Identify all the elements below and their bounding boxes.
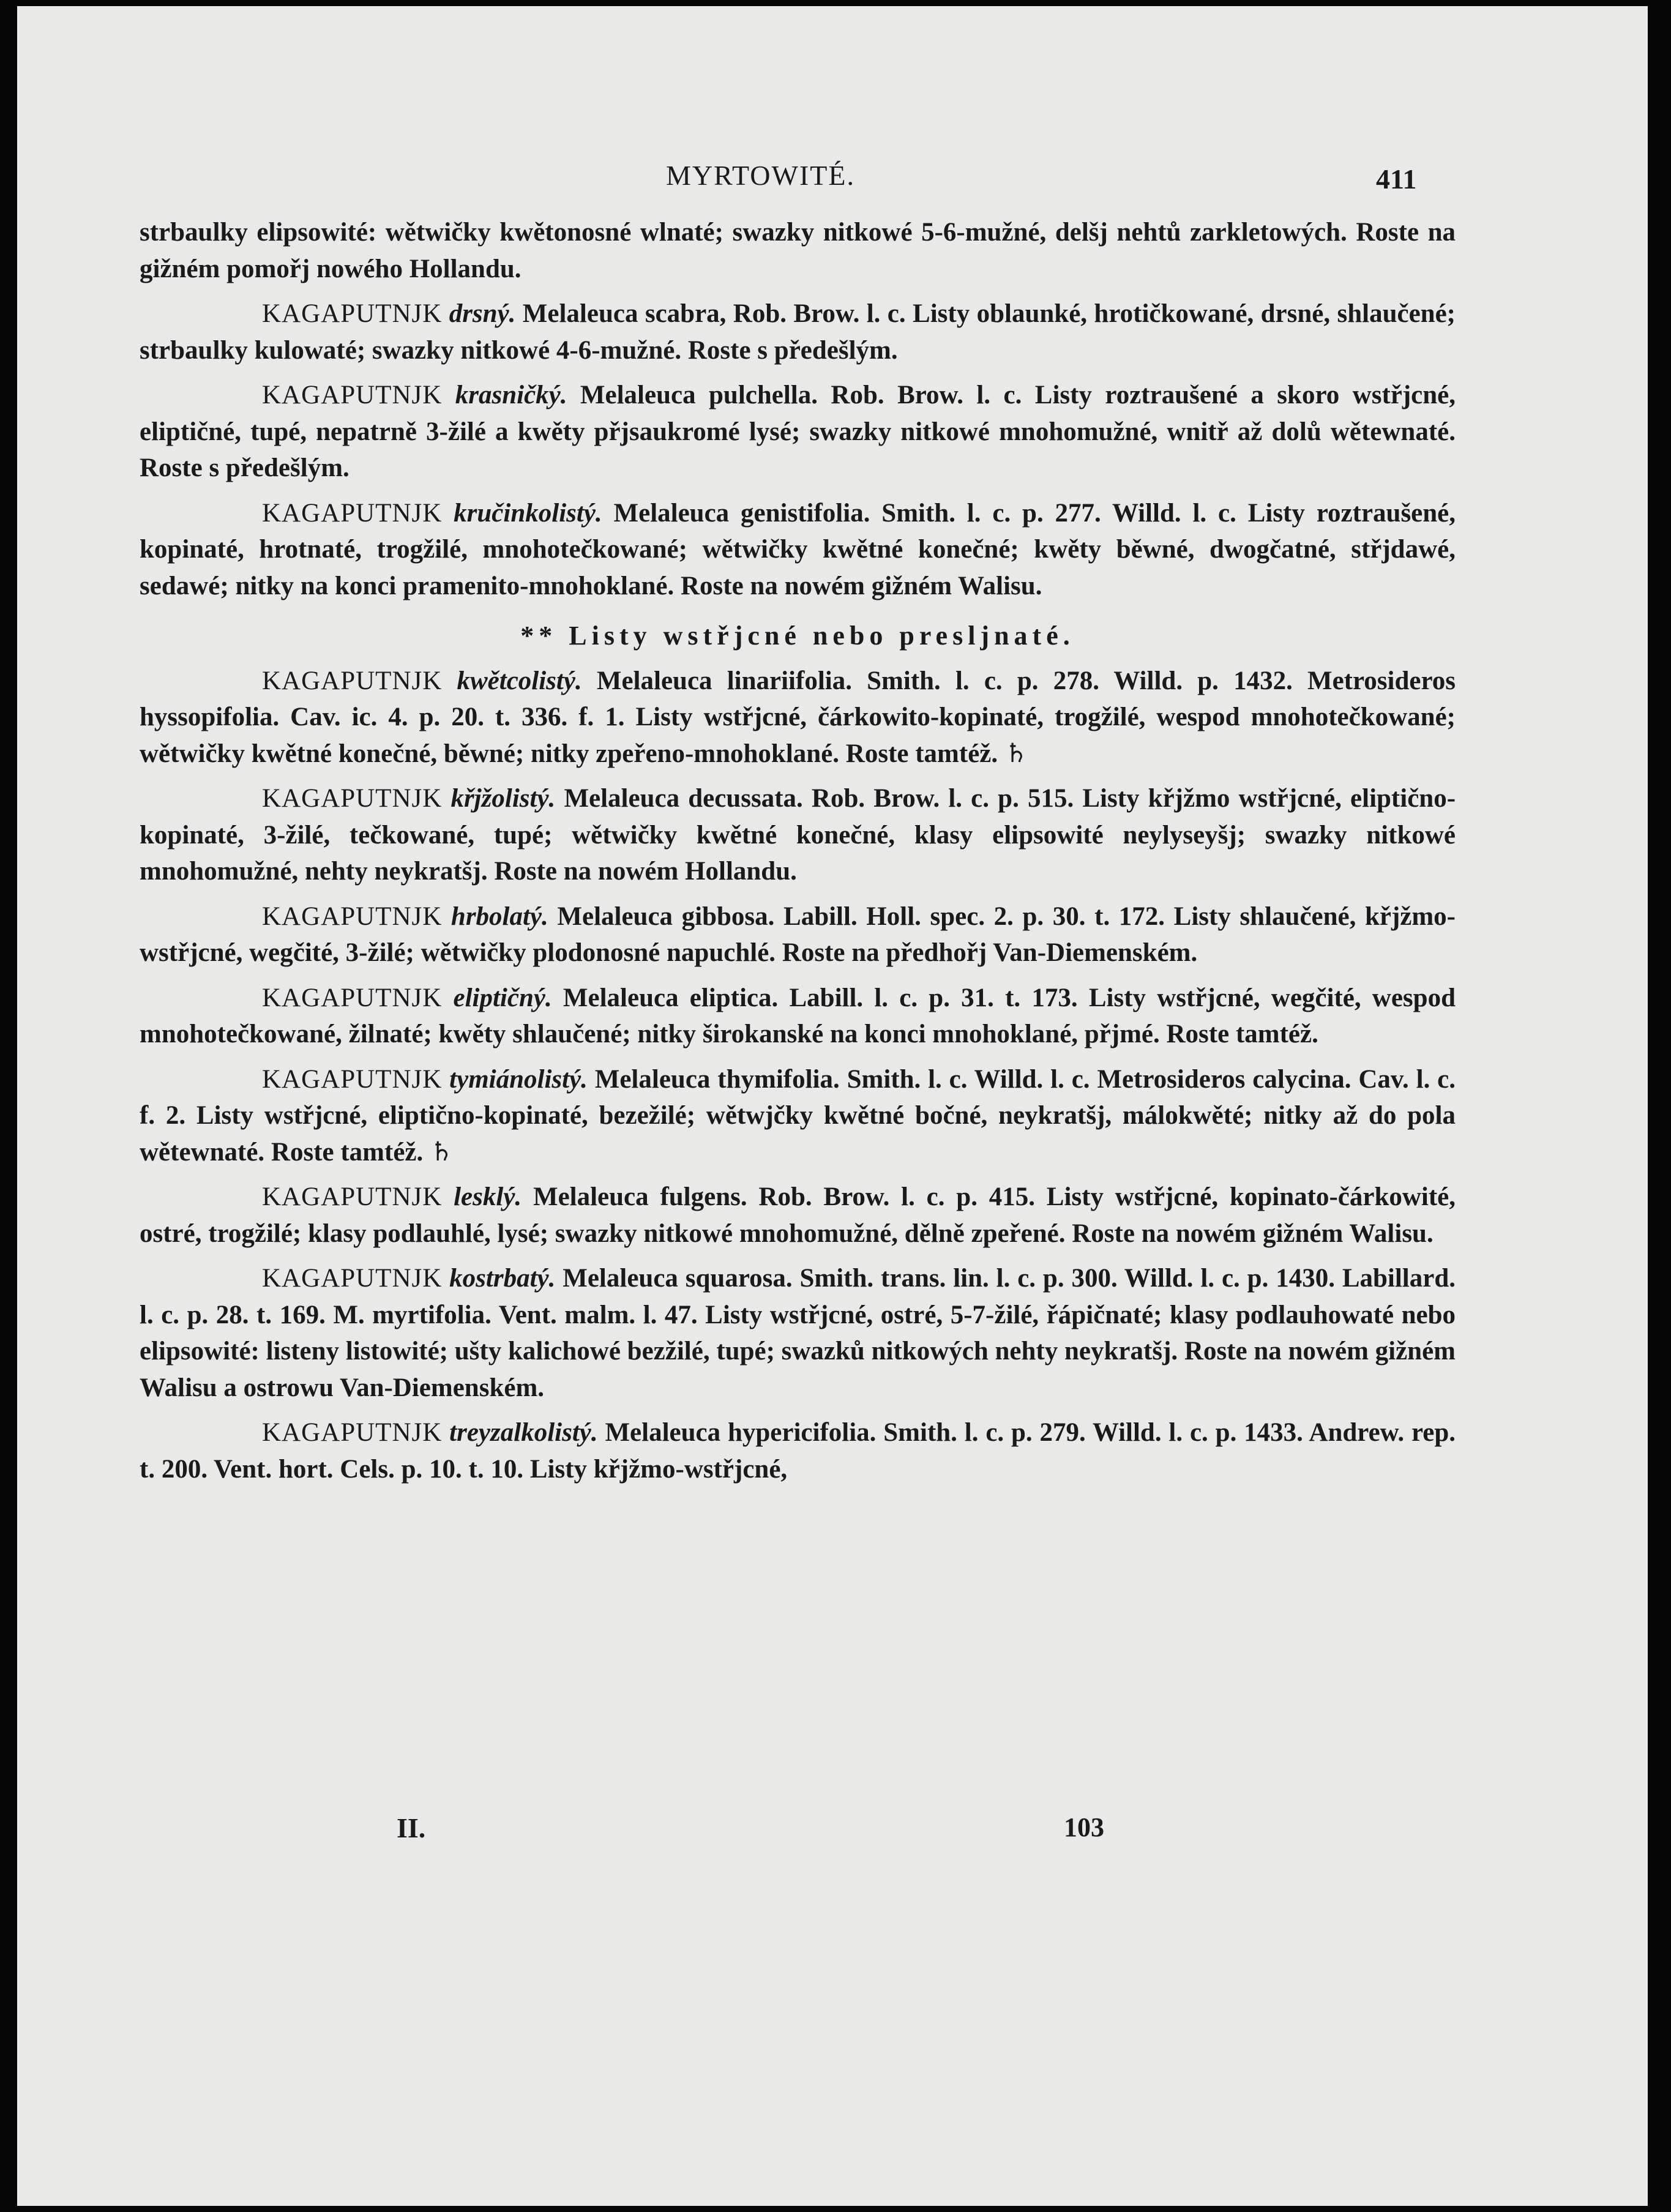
species-description: Melaleuca hypericifolia. Smith. l. c. p. 279. Willd. l. c. p. 1433. Andrew. rep. t. 200. Vent. hort. Cels. p. 10. t. 10. Listy křjžmo-wstřjcné, (140, 1418, 1456, 1484)
czech-epithet: krasničký. (455, 381, 567, 409)
species-description: Melaleuca scabra, Rob. Brow. l. c. Listy oblaunké, hrotičkowané, drsné, shlaučené; strbaulky kulowaté; swazky nitkowé 4-6-mužné. Roste s předešlým. (140, 299, 1456, 365)
genus-name: KAGAPUTNJK (262, 902, 443, 931)
page-number: 411 (1376, 163, 1417, 195)
species-entry (140, 296, 1456, 368)
genus-name: KAGAPUTNJK (262, 498, 443, 528)
genus-name: KAGAPUTNJK (262, 784, 443, 813)
continuation-paragraph (140, 214, 1456, 287)
book-page (17, 6, 1648, 2206)
species-description: Melaleuca thymifolia. Smith. l. c. Willd. l. c. Metrosideros calycina. Cav. l. c. f. 2. Listy wstřjcné, eliptično-kopinaté, bezežilé; wětwjčky kwětné bočné, neykratšj, málokwěté; nitky až do pola wětewnaté. Roste tamtéž. ♄ (140, 1064, 1456, 1167)
species-entry (140, 980, 1456, 1053)
species-description: Melaleuca linariifolia. Smith. l. c. p. 278. Willd. p. 1432. Metrosideros hyssopifolia. Cav. ic. 4. p. 20. t. 336. f. 1. Listy wstřjcné, čárkowito-kopinaté, trogžilé, wespod mnohotečkowané; wětwičky kwětné konečné, běwné; nitky zpeřeno-mnohoklané. Roste tamtéž. ♄ (140, 666, 1456, 768)
czech-epithet: tymiánolistý. (449, 1064, 588, 1094)
species-description: Melaleuca fulgens. Rob. Brow. l. c. p. 415. Listy wstřjcné, kopinato-čárkowité, ostré, trogžilé; klasy podlauhlé, lysé; swazky nitkowé mnohomužné, dělně zpeřené. Roste na nowém gižném Walisu. (140, 1183, 1456, 1248)
species-entry (140, 663, 1456, 772)
genus-name: KAGAPUTNJK (262, 666, 443, 695)
page-footer (17, 1812, 1648, 1848)
body-text (140, 214, 1456, 1487)
species-entry (140, 899, 1456, 971)
species-description: Melaleuca gibbosa. Labill. Holl. spec. 2. p. 30. t. 172. Listy shlaučené, křjžmo-wstřjcné, wegčité, 3-žilé; wětwičky plodonosné napuchlé. Roste na předhořj Van-Diemenském. (140, 902, 1456, 967)
czech-epithet: hrbolatý. (450, 902, 548, 931)
paragraph-text: strbaulky elipsowité: wětwičky kwětonosné wlnaté; swazky nitkowé 5-6-mužné, delšj nehtů zarkletowých. Roste na gižném pomořj nowého Hollandu. (140, 218, 1456, 283)
czech-epithet: křjžolistý. (450, 784, 556, 813)
czech-epithet: eliptičný. (453, 983, 552, 1012)
species-entry (140, 495, 1456, 605)
species-entry (140, 1179, 1456, 1252)
species-description: Melaleuca genistifolia. Smith. l. c. p. 277. Willd. l. c. Listy roztraušené, kopinaté, hrotnaté, trogžilé, mnohotečkowané; wětwičky kwětné konečné; kwěty běwné, dwogčatné, střjdawé, sedawé; nitky na konci pramenito-mnohoklané. Roste na nowém gižném Walisu. (140, 498, 1456, 600)
section-heading: ** Listy wstřjcné nebo presljnaté. (520, 621, 1075, 651)
genus-name: KAGAPUTNJK (262, 1418, 443, 1447)
species-entry (140, 1260, 1456, 1406)
czech-epithet: kwětcolistý. (457, 666, 582, 695)
species-description: Melaleuca squarosa. Smith. trans. lin. l. c. p. 300. Willd. l. c. p. 1430. Labillard. l. c. p. 28. t. 169. M. myrtifolia. Vent. malm. l. 47. Listy wstřjcné, ostré, 5-7-žilé, řápičnaté; klasy podlauhowaté nebo elipsowité: listeny listowité; ušty kalichowé bezžilé, tupé; swazků nitkowých nehty neykratšj. Roste na nowém gižném Walisu a ostrowu Van-Diemenském. (140, 1264, 1456, 1402)
species-entry (140, 1414, 1456, 1487)
genus-name: KAGAPUTNJK (262, 381, 443, 409)
signature-mark: II. (397, 1812, 426, 1844)
species-entry (140, 377, 1456, 487)
czech-epithet: kručinkolistý. (454, 498, 602, 528)
genus-name: KAGAPUTNJK (262, 1264, 443, 1293)
genus-name: KAGAPUTNJK (262, 299, 443, 328)
genus-name: KAGAPUTNJK (262, 1064, 443, 1094)
running-title: MYRTOWITÉ. (666, 160, 855, 191)
species-entry (140, 1061, 1456, 1171)
czech-epithet: drsný. (449, 299, 516, 328)
species-description: Melaleuca decussata. Rob. Brow. l. c. p. 515. Listy křjžmo wstřjcné, eliptično-kopinaté, 3-žilé, tečkowané, tupé; wětwičky kwětné konečné, klasy elipsowité neylyseyšj; swazky nitkowé mnohomužné, nehty neykratšj. Roste na nowém Hollandu. (140, 784, 1456, 886)
species-description: Melaleuca eliptica. Labill. l. c. p. 31. t. 173. Listy wstřjcné, wegčité, wespod mnohotečkowané, žilnaté; kwěty shlaučené; nitky širokanské na konci mnohoklané, přjmé. Roste tamtéž. (140, 983, 1456, 1048)
sheet-number: 103 (1064, 1812, 1104, 1842)
page-header (17, 159, 1648, 196)
species-description: Melaleuca pulchella. Rob. Brow. l. c. Listy roztraušené a skoro wstřjcné, eliptičné, tupé, nepatrně 3-žilé a kwěty přjsaukromé lysé; swazky nitkowé mnohomužné, wnitř až dolů wětewnaté. Roste s předešlým. (140, 381, 1456, 482)
genus-name: KAGAPUTNJK (262, 1183, 443, 1211)
species-entry (140, 780, 1456, 890)
czech-epithet: lesklý. (454, 1183, 522, 1211)
genus-name: KAGAPUTNJK (262, 983, 443, 1012)
czech-epithet: kostrbatý. (449, 1264, 556, 1293)
czech-epithet: treyzalkolistý. (449, 1418, 598, 1447)
